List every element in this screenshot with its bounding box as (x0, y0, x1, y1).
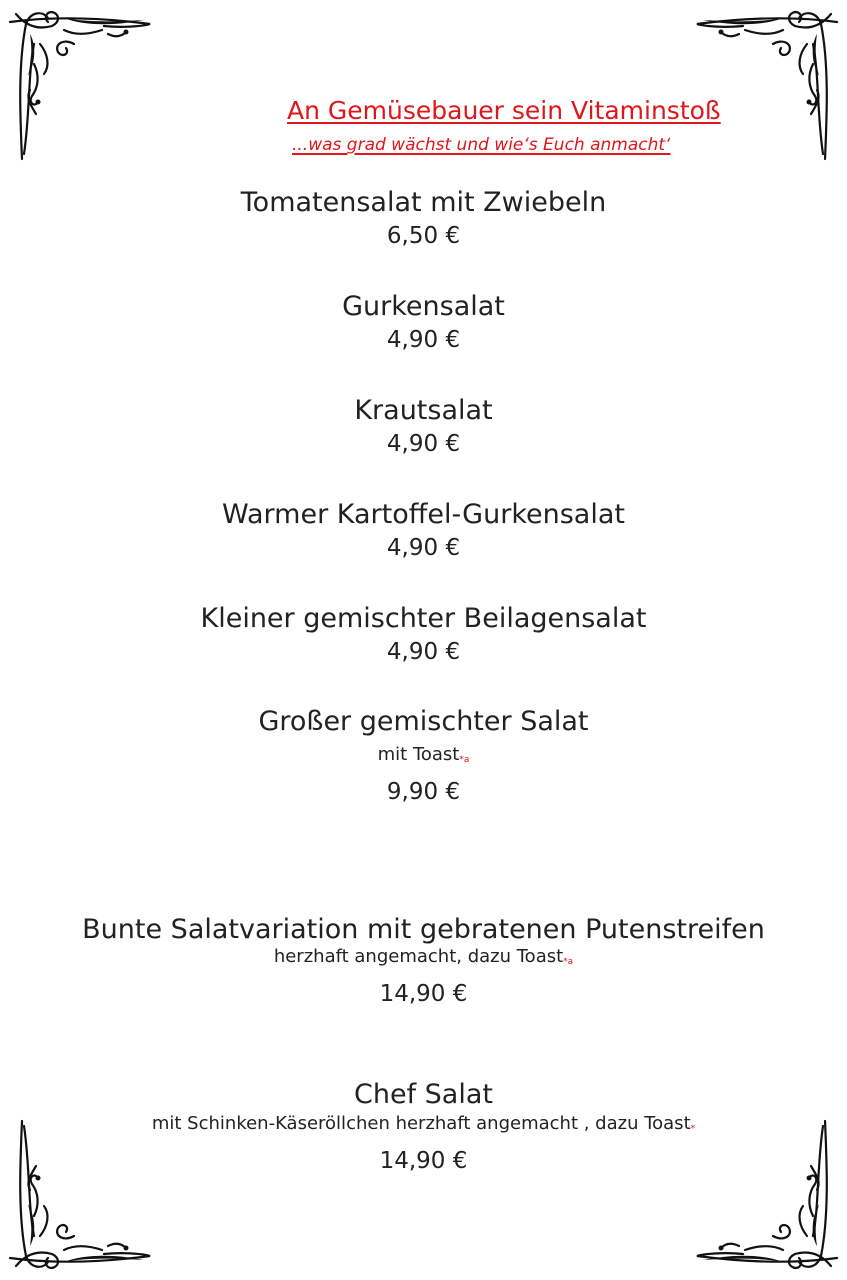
item-price: 6,50 € (386, 223, 461, 249)
allergen-marker: *a (459, 755, 470, 765)
item-price: 4,90 € (386, 431, 461, 457)
menu-section-subtitle: ...was grad wächst und wie‘s Euch anmacht‘ (292, 135, 671, 155)
menu-item-kartoffel-gurkensalat (0, 498, 847, 564)
item-price: 4,90 € (386, 535, 461, 561)
item-name: Bunte Salatvariation mit gebratenen Putenstreifen (82, 914, 765, 945)
menu-item-chef-salat (0, 1078, 847, 1177)
item-price: 9,90 € (386, 779, 461, 805)
scroll-corner-ornament-icon (4, 4, 154, 164)
menu-item-bunte-salatvariation (0, 913, 847, 1010)
item-name: Großer gemischter Salat (258, 706, 589, 737)
item-name: Kleiner gemischter Beilagensalat (200, 603, 647, 634)
item-description: herzhaft angemacht, dazu Toast*a (273, 946, 574, 967)
menu-item-tomatensalat (0, 186, 847, 252)
allergen-marker: *a (563, 957, 574, 967)
item-name: Krautsalat (354, 395, 493, 426)
item-price: 14,90 € (379, 1148, 468, 1174)
menu-item-gurkensalat (0, 290, 847, 356)
item-description: mit Schinken-Käseröllchen herzhaft angemacht , dazu Toast* (151, 1113, 696, 1134)
scroll-corner-ornament-icon (693, 4, 843, 164)
item-price: 14,90 € (379, 981, 468, 1007)
item-price: 4,90 € (386, 639, 461, 665)
menu-item-beilagensalat (0, 602, 847, 668)
item-name: Warmer Kartoffel-Gurkensalat (222, 499, 625, 530)
menu-section-title: An Gemüsebauer sein Vitaminstoß (287, 96, 721, 125)
item-name: Gurkensalat (342, 291, 505, 322)
menu-item-krautsalat (0, 394, 847, 460)
allergen-marker: * (690, 1124, 696, 1134)
item-price: 4,90 € (386, 327, 461, 353)
item-name: Chef Salat (354, 1079, 493, 1110)
corner-ornament-top-right (693, 4, 843, 164)
corner-ornament-top-left (4, 4, 154, 164)
item-description: mit Toast*a (377, 744, 470, 765)
item-name: Tomatensalat mit Zwiebeln (240, 187, 607, 218)
menu-item-grosser-salat (0, 705, 847, 808)
